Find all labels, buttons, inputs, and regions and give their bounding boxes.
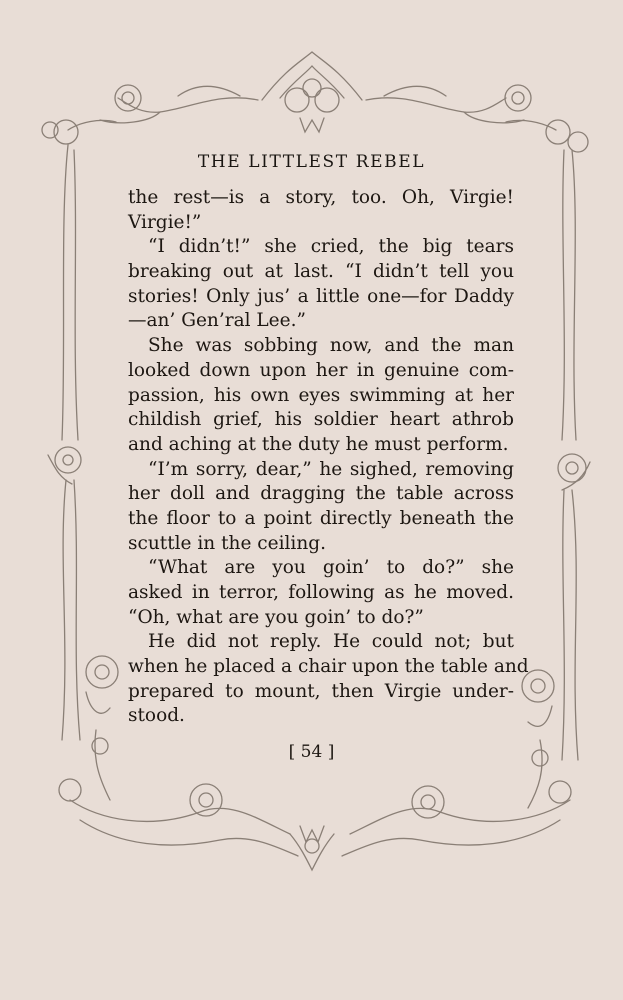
body-text: [128, 186, 529, 729]
text-line: the rest—is a story, too. Oh, Virgie!: [128, 187, 514, 208]
text-line: Virgie!”: [128, 211, 202, 233]
text-line: her doll and dragging the table across: [128, 483, 514, 505]
text-line: —an’ Gen’ral Lee.”: [128, 310, 306, 332]
text-line: He did not reply. He could not; but: [148, 631, 514, 653]
text-line: asked in terror, following as he moved.: [128, 582, 514, 603]
text-line: stood.: [128, 705, 185, 727]
text-line: scuttle in the ceiling.: [128, 532, 326, 554]
running-head: THE LITTLEST REBEL: [197, 152, 426, 172]
text-line: prepared to mount, then Virgie under-: [128, 680, 514, 702]
text-line: looked down upon her in genuine com-: [128, 359, 514, 381]
text-line: the floor to a point directly beneath the: [128, 507, 514, 529]
text-line: breaking out at last. “I didn’t tell you: [128, 261, 514, 283]
text-line: “I’m sorry, dear,” he sighed, removing: [148, 458, 514, 480]
text-line: when he placed a chair upon the table and: [128, 656, 529, 678]
text-line: stories! Only jus’ a little one—for Daddy: [128, 285, 514, 307]
text-line: She was sobbing now, and the man: [148, 335, 514, 357]
text-line: childish grief, his soldier heart athrob: [128, 409, 514, 431]
text-line: “Oh, what are you goin’ to do?”: [128, 606, 424, 628]
text-line: “I didn’t!” she cried, the big tears: [148, 236, 514, 258]
text-line: and aching at the duty he must perform.: [128, 433, 509, 455]
text-line: passion, his own eyes swimming at her: [128, 384, 514, 406]
text-line: “What are you goin’ to do?” she: [148, 557, 514, 579]
page-number: [ 54 ]: [288, 742, 335, 762]
